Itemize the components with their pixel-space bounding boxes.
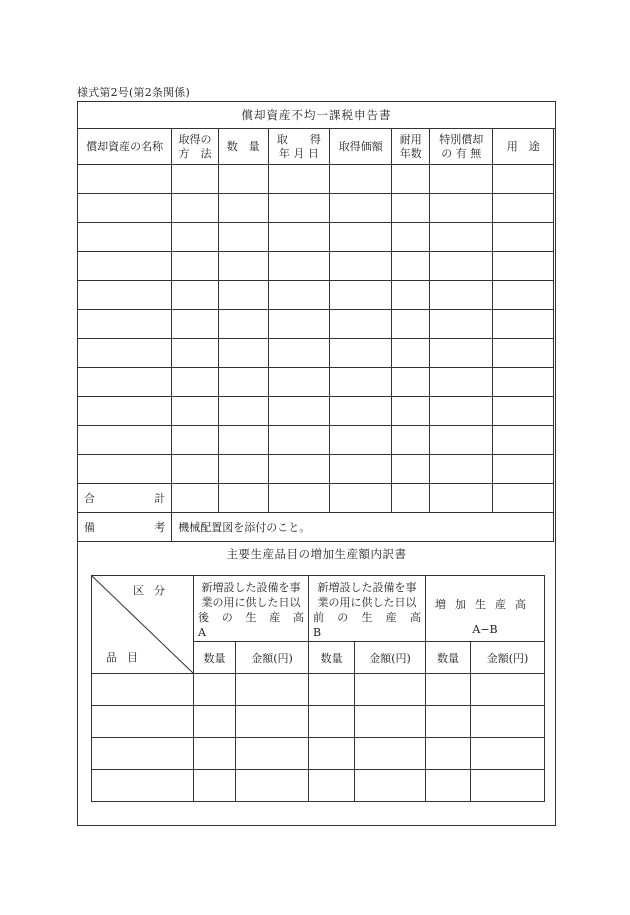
asset-cell[interactable] xyxy=(330,397,392,426)
asset-cell[interactable] xyxy=(392,368,430,397)
production-cell[interactable] xyxy=(471,706,545,738)
header-useful-life: 耐用 年数 xyxy=(392,129,430,165)
asset-cell[interactable] xyxy=(330,426,392,455)
asset-cell[interactable] xyxy=(430,281,493,310)
total-cell[interactable] xyxy=(330,484,392,513)
total-cell[interactable] xyxy=(172,484,219,513)
production-cell[interactable] xyxy=(471,770,545,802)
total-row xyxy=(78,484,554,513)
production-cell[interactable] xyxy=(471,738,545,770)
production-table xyxy=(91,575,545,802)
asset-row xyxy=(78,252,554,281)
asset-cell[interactable] xyxy=(218,339,268,368)
production-cell[interactable] xyxy=(194,770,236,802)
subheader-amount-a: 金額(円) xyxy=(236,642,309,674)
asset-cell[interactable] xyxy=(330,281,392,310)
asset-cell[interactable] xyxy=(78,310,172,339)
production-cell[interactable] xyxy=(194,706,236,738)
asset-cell[interactable] xyxy=(268,310,330,339)
asset-cell[interactable] xyxy=(268,194,330,223)
asset-cell[interactable] xyxy=(392,426,430,455)
asset-cell[interactable] xyxy=(330,368,392,397)
form-title: 償却資産不均一課税申告書 xyxy=(78,102,555,129)
asset-cell[interactable] xyxy=(392,223,430,252)
total-label: 合 計 xyxy=(78,484,172,513)
asset-cell[interactable] xyxy=(493,165,554,194)
asset-row xyxy=(78,368,554,397)
asset-cell[interactable] xyxy=(218,252,268,281)
asset-cell[interactable] xyxy=(268,252,330,281)
asset-cell[interactable] xyxy=(172,426,219,455)
asset-row xyxy=(78,397,554,426)
production-rows xyxy=(92,674,545,802)
asset-cell[interactable] xyxy=(218,426,268,455)
asset-cell[interactable] xyxy=(430,426,493,455)
asset-cell[interactable] xyxy=(78,397,172,426)
asset-cell[interactable] xyxy=(430,194,493,223)
asset-table xyxy=(77,128,554,542)
declaration-form xyxy=(77,101,556,826)
asset-cell[interactable] xyxy=(430,339,493,368)
asset-row xyxy=(78,339,554,368)
production-cell[interactable] xyxy=(309,738,355,770)
asset-cell[interactable] xyxy=(172,165,219,194)
asset-row xyxy=(78,426,554,455)
asset-cell[interactable] xyxy=(430,455,493,484)
header-special-depreciation: 特別償却 の 有 無 xyxy=(430,129,493,165)
production-cell[interactable] xyxy=(194,738,236,770)
asset-cell[interactable] xyxy=(493,455,554,484)
asset-cell[interactable] xyxy=(78,368,172,397)
asset-row xyxy=(78,165,554,194)
kubun-label: 区分 xyxy=(133,584,175,597)
asset-cell[interactable] xyxy=(268,281,330,310)
production-row xyxy=(92,674,545,706)
asset-cell[interactable] xyxy=(218,223,268,252)
production-cell[interactable] xyxy=(236,706,309,738)
asset-header-row xyxy=(78,129,554,165)
asset-cell[interactable] xyxy=(218,368,268,397)
total-cell[interactable] xyxy=(268,484,330,513)
asset-cell[interactable] xyxy=(172,194,219,223)
asset-cell[interactable] xyxy=(78,165,172,194)
asset-cell[interactable] xyxy=(330,310,392,339)
asset-row xyxy=(78,194,554,223)
subheader-qty-c: 数量 xyxy=(426,642,471,674)
group-b-header: 新増設した設備を事業の用に供した日以前の生産高 B xyxy=(309,576,426,642)
production-cell[interactable] xyxy=(355,770,426,802)
asset-cell[interactable] xyxy=(330,339,392,368)
asset-cell[interactable] xyxy=(493,310,554,339)
production-cell[interactable] xyxy=(309,770,355,802)
header-quantity: 数 量 xyxy=(218,129,268,165)
subheader-amount-b: 金額(円) xyxy=(355,642,426,674)
asset-cell[interactable] xyxy=(430,223,493,252)
asset-cell[interactable] xyxy=(78,339,172,368)
asset-cell[interactable] xyxy=(392,281,430,310)
header-acquisition-price: 取得価額 xyxy=(330,129,392,165)
asset-cell[interactable] xyxy=(392,310,430,339)
production-cell[interactable] xyxy=(92,738,194,770)
production-cell[interactable] xyxy=(355,706,426,738)
asset-cell[interactable] xyxy=(78,426,172,455)
asset-cell[interactable] xyxy=(493,223,554,252)
asset-cell[interactable] xyxy=(268,426,330,455)
asset-cell[interactable] xyxy=(78,281,172,310)
asset-cell[interactable] xyxy=(493,426,554,455)
production-row xyxy=(92,770,545,802)
asset-cell[interactable] xyxy=(330,252,392,281)
production-cell[interactable] xyxy=(309,674,355,706)
production-cell[interactable] xyxy=(236,770,309,802)
asset-cell[interactable] xyxy=(330,223,392,252)
asset-cell[interactable] xyxy=(78,252,172,281)
asset-cell[interactable] xyxy=(268,368,330,397)
asset-row xyxy=(78,223,554,252)
asset-cell[interactable] xyxy=(430,397,493,426)
asset-cell[interactable] xyxy=(268,223,330,252)
asset-cell[interactable] xyxy=(218,194,268,223)
asset-cell[interactable] xyxy=(430,252,493,281)
asset-cell[interactable] xyxy=(493,368,554,397)
asset-rows xyxy=(78,165,554,484)
production-cell[interactable] xyxy=(92,706,194,738)
asset-cell[interactable] xyxy=(493,281,554,310)
header-acquisition-date: 取 得 年 月 日 xyxy=(268,129,330,165)
asset-cell[interactable] xyxy=(330,165,392,194)
group-c-header: 増加生産高 A−B xyxy=(426,576,545,642)
asset-cell[interactable] xyxy=(78,223,172,252)
total-cell[interactable] xyxy=(430,484,493,513)
asset-cell[interactable] xyxy=(493,397,554,426)
asset-row xyxy=(78,281,554,310)
asset-cell[interactable] xyxy=(172,310,219,339)
asset-cell[interactable] xyxy=(218,397,268,426)
asset-cell[interactable] xyxy=(493,194,554,223)
asset-cell[interactable] xyxy=(172,455,219,484)
production-table-title: 主要生産品目の増加生産額内訳書 xyxy=(226,547,407,561)
header-acquisition-method: 取得の 方 法 xyxy=(172,129,219,165)
subheader-qty-b: 数量 xyxy=(309,642,355,674)
asset-cell[interactable] xyxy=(392,455,430,484)
asset-cell[interactable] xyxy=(430,368,493,397)
asset-cell[interactable] xyxy=(330,455,392,484)
asset-cell[interactable] xyxy=(392,397,430,426)
asset-cell[interactable] xyxy=(78,194,172,223)
header-asset-name: 償却資産の名称 xyxy=(78,129,172,165)
production-cell[interactable] xyxy=(309,706,355,738)
production-cell[interactable] xyxy=(194,674,236,706)
asset-cell[interactable] xyxy=(493,339,554,368)
production-cell[interactable] xyxy=(426,706,471,738)
production-cell[interactable] xyxy=(355,738,426,770)
form-number-label: 様式第2号(第2条関係) xyxy=(77,86,190,99)
asset-cell[interactable] xyxy=(218,310,268,339)
asset-row xyxy=(78,455,554,484)
remarks-value: 機械配置図を添付のこと。 xyxy=(172,513,554,542)
production-cell[interactable] xyxy=(92,770,194,802)
asset-cell[interactable] xyxy=(392,194,430,223)
asset-cell[interactable] xyxy=(172,339,219,368)
asset-cell[interactable] xyxy=(392,165,430,194)
production-header-row xyxy=(92,576,545,642)
asset-cell[interactable] xyxy=(172,281,219,310)
asset-cell[interactable] xyxy=(430,165,493,194)
group-a-header: 新増設した設備を事業の用に供した日以後の生産高 A xyxy=(194,576,309,642)
production-row xyxy=(92,706,545,738)
asset-cell[interactable] xyxy=(268,397,330,426)
asset-cell[interactable] xyxy=(218,165,268,194)
asset-cell[interactable] xyxy=(268,165,330,194)
asset-cell[interactable] xyxy=(218,455,268,484)
asset-cell[interactable] xyxy=(218,281,268,310)
asset-cell[interactable] xyxy=(172,223,219,252)
production-cell[interactable] xyxy=(426,674,471,706)
total-cell[interactable] xyxy=(392,484,430,513)
production-cell[interactable] xyxy=(92,674,194,706)
asset-cell[interactable] xyxy=(493,252,554,281)
asset-cell[interactable] xyxy=(392,252,430,281)
subheader-qty-a: 数量 xyxy=(194,642,236,674)
production-cell[interactable] xyxy=(471,674,545,706)
header-usage: 用 途 xyxy=(493,129,554,165)
asset-cell[interactable] xyxy=(330,194,392,223)
total-cell[interactable] xyxy=(218,484,268,513)
production-cell[interactable] xyxy=(236,738,309,770)
production-cell[interactable] xyxy=(355,674,426,706)
asset-cell[interactable] xyxy=(172,397,219,426)
asset-cell[interactable] xyxy=(268,455,330,484)
production-row xyxy=(92,738,545,770)
hinmoku-label: 品目 xyxy=(106,651,148,664)
asset-cell[interactable] xyxy=(172,252,219,281)
asset-cell[interactable] xyxy=(430,310,493,339)
remarks-row xyxy=(78,513,554,542)
asset-cell[interactable] xyxy=(172,368,219,397)
remarks-label: 備 考 xyxy=(78,513,172,542)
total-cell[interactable] xyxy=(493,484,554,513)
asset-cell[interactable] xyxy=(392,339,430,368)
production-cell[interactable] xyxy=(426,738,471,770)
production-cell[interactable] xyxy=(236,674,309,706)
asset-cell[interactable] xyxy=(268,339,330,368)
asset-row xyxy=(78,310,554,339)
production-cell[interactable] xyxy=(426,770,471,802)
subheader-amount-c: 金額(円) xyxy=(471,642,545,674)
asset-cell[interactable] xyxy=(78,455,172,484)
category-item-header xyxy=(92,576,194,674)
